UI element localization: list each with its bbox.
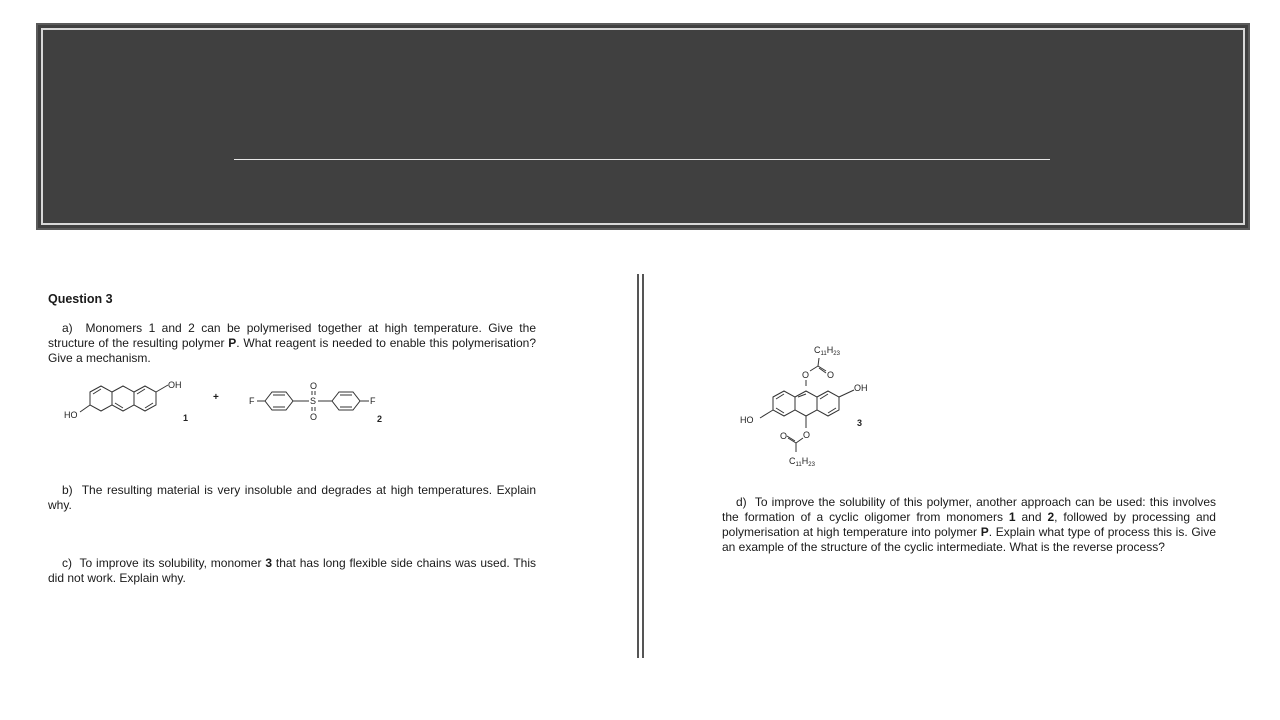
bond-chain-top — [818, 358, 819, 366]
label-o-bottom: O — [310, 412, 318, 422]
bond-oh — [156, 385, 168, 392]
ring-3a — [773, 391, 795, 416]
bond-ho — [80, 405, 90, 412]
monomer-1-number: 1 — [183, 413, 189, 423]
question-a-text-1: Monomers 1 and 2 can be polymerised together at high temperature. Give the structure of the resulting polymer — [48, 321, 536, 350]
monomer-3-number: 3 — [857, 418, 863, 428]
label-ho: HO — [740, 415, 754, 425]
column-divider — [637, 274, 647, 658]
ring-1c — [134, 386, 156, 411]
label-f-left: F — [249, 396, 255, 406]
label-o-top: O — [310, 381, 318, 391]
monomer-3-structure — [736, 340, 876, 472]
question-b-label: b) — [62, 483, 73, 497]
divider-bar-left — [637, 274, 639, 658]
question-d-monomer-2: 2 — [1047, 510, 1055, 524]
label-o-carbonyl-bottom: O — [780, 431, 788, 441]
monomer-1-structure — [60, 378, 200, 428]
question-a-text-2: . What reagent is needed to enable this polymerisation? Give a mechanism. — [48, 336, 536, 365]
ring-1a — [90, 386, 112, 411]
question-a-polymer: P — [228, 336, 237, 350]
bond-ester-bottom — [796, 438, 803, 443]
question-d-monomer-1: 1 — [1008, 510, 1016, 524]
chain-bottom: $C_{11}H_{23}$ — [789, 456, 815, 468]
label-f-right: F — [370, 396, 376, 406]
question-b-text: The resulting material is very insoluble and degrades at high temperatures. Explain why. — [48, 483, 536, 512]
banner-frame — [41, 28, 1245, 225]
question-d-text-3: , followed by processing and polymerisation at high temperature into polymer — [722, 510, 1216, 539]
question-d-label: d) — [736, 495, 747, 509]
question-title: Question 3 — [48, 292, 113, 306]
question-d-text-1: To improve the solubility of this polymer, another approach can be used: this involves the formation of a cyclic oligomer from monomers — [722, 495, 1217, 524]
question-c-text-2: that has long flexible side chains was used. This did not work. Explain why. — [48, 556, 537, 585]
ring-3b — [795, 391, 817, 416]
label-ho: HO — [64, 410, 78, 420]
question-c — [48, 556, 536, 586]
question-a-label: a) — [62, 321, 73, 335]
label-s: S — [310, 396, 317, 406]
monomer-2-structure — [245, 376, 390, 428]
label-oh: OH — [854, 383, 868, 393]
question-d-text-4: . Explain what type of process this is. Give an example of the structure of the cyclic intermediate. What is the reverse process? — [722, 525, 1217, 554]
bond-ho — [760, 410, 773, 418]
ring-3c — [817, 391, 839, 416]
label-oh: OH — [168, 380, 182, 390]
ring-1b — [112, 386, 134, 411]
question-c-text-1: To improve its solubility, monomer — [79, 556, 266, 570]
divider-bar-right — [642, 274, 644, 658]
chain-top: $C_{11}H_{23}$ — [814, 345, 840, 357]
title-banner — [36, 23, 1250, 230]
banner-rule — [234, 159, 1050, 160]
plus-sign: + — [213, 392, 219, 403]
label-o-ester-bottom: O — [803, 430, 811, 440]
bond-oh — [839, 390, 854, 397]
question-b — [48, 483, 536, 513]
question-d — [722, 495, 1216, 555]
question-c-monomer: 3 — [265, 556, 273, 570]
label-o-ester-top: O — [802, 370, 810, 380]
monomer-2-number: 2 — [377, 414, 383, 424]
question-c-label: c) — [62, 556, 72, 570]
question-d-polymer: P — [980, 525, 989, 539]
bond-ester-top — [810, 366, 818, 371]
question-d-text-2: and — [1015, 510, 1048, 524]
question-a — [48, 321, 536, 366]
label-o-carbonyl-top: O — [827, 370, 835, 380]
